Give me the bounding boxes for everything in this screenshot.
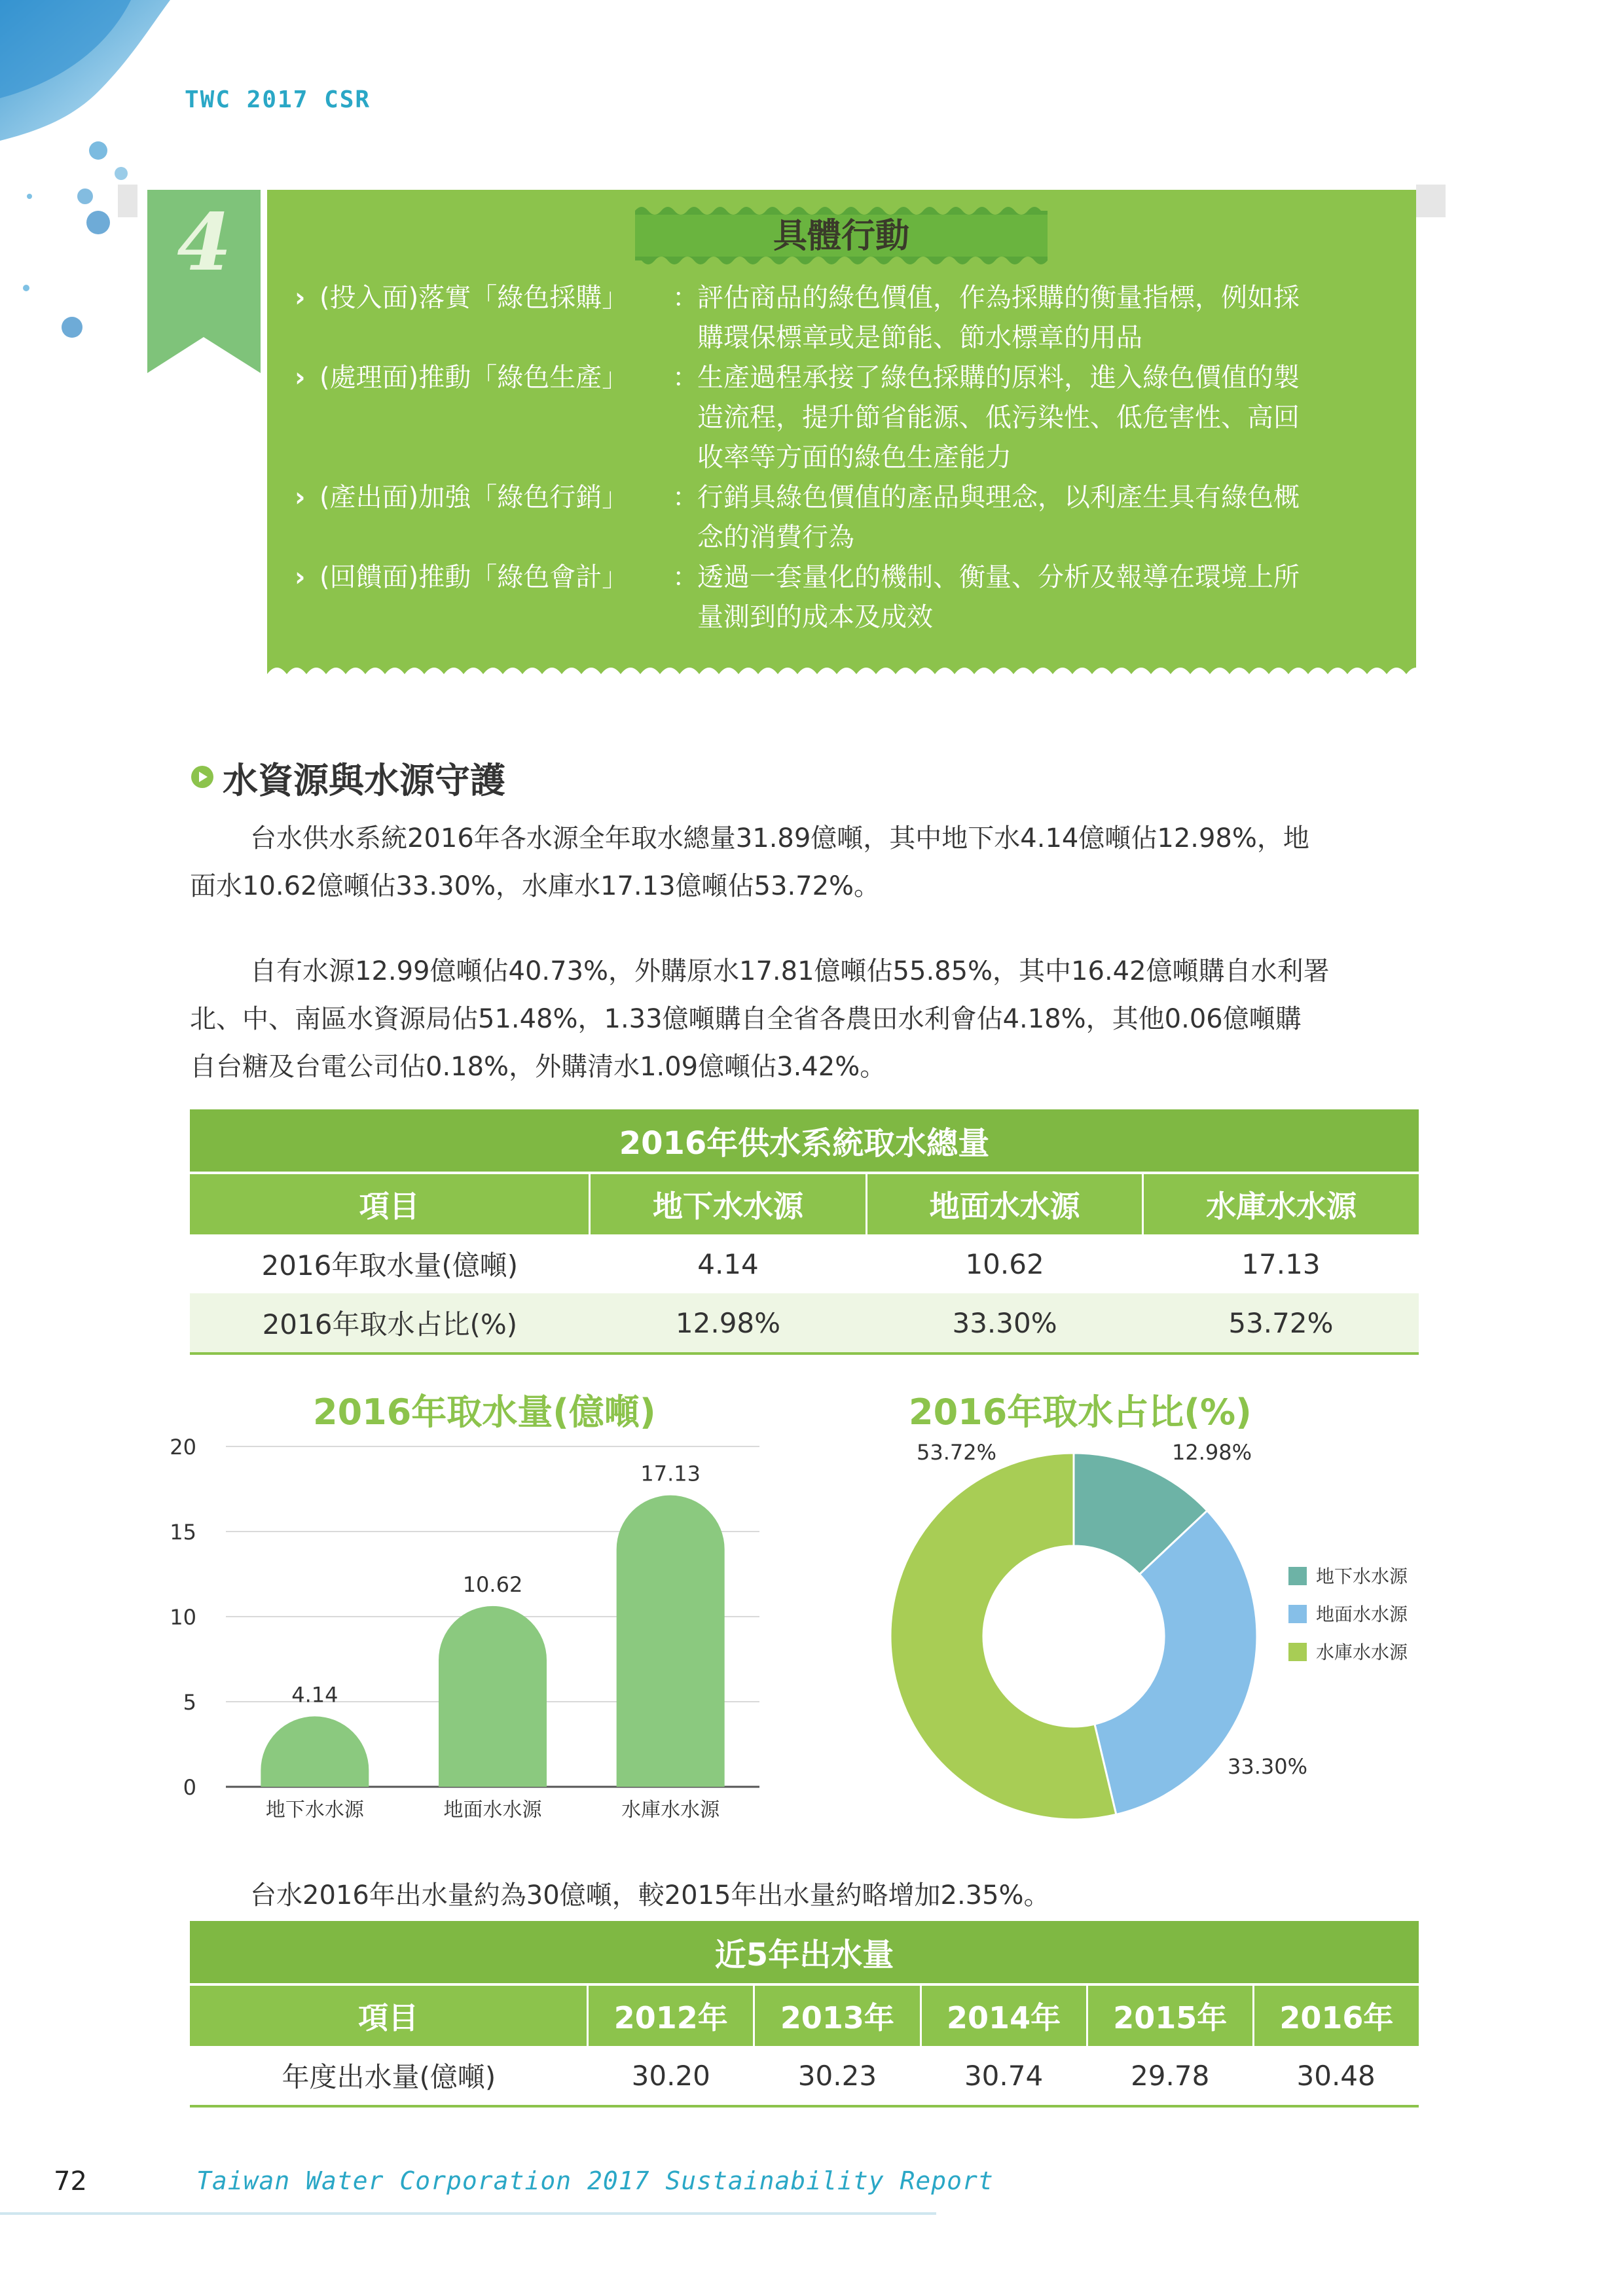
bar — [261, 1716, 369, 1787]
bullet-chevron-icon: › — [295, 283, 306, 313]
para-line: 北、中、南區水資源局佔51.48%，1.33億噸購自全省各農田水利會佔4.18%，其他0.06億噸購 — [190, 1004, 1302, 1034]
table-header: 項目 — [190, 1173, 590, 1234]
table-caption: 2016年供水系統取水總量 — [190, 1109, 1419, 1173]
slice-value-label: 53.72% — [917, 1440, 997, 1465]
table-row — [190, 1234, 1419, 1293]
y-tick-label: 20 — [170, 1435, 196, 1460]
box-hanger-left — [118, 185, 137, 217]
table-row — [190, 2046, 1419, 2106]
table-cell: 53.72% — [1143, 1293, 1419, 1354]
table-header: 項目 — [190, 1984, 588, 2046]
bar-chart-title: 2016年取水量(億噸) — [313, 1391, 656, 1433]
table-cell: 12.98% — [590, 1293, 867, 1354]
x-tick-label: 地下水水源 — [265, 1799, 364, 1821]
box-hanger-right — [1416, 185, 1446, 217]
desc-line: 收率等方面的綠色生產能力 — [697, 442, 1012, 473]
table-row — [190, 1293, 1419, 1354]
legend-swatch — [1288, 1643, 1307, 1661]
action-item-head: (投入面)落實「綠色採購」 — [319, 283, 629, 313]
bar — [617, 1496, 725, 1787]
action-item-desc — [697, 478, 1391, 558]
action-item-head: (處理面)推動「綠色生產」 — [319, 363, 629, 393]
para-line: 面水10.62億噸佔33.30%，水庫水17.13億噸佔53.72%。 — [190, 871, 881, 901]
table-header: 2012年 — [588, 1984, 754, 2046]
table-cell: 10.62 — [965, 1247, 1044, 1280]
legend-swatch — [1288, 1567, 1307, 1585]
report-header-label: TWC 2017 CSR — [185, 86, 371, 113]
desc-line: 念的消費行為 — [697, 522, 854, 552]
x-tick-label: 地面水水源 — [443, 1799, 542, 1821]
bar-value-label: 17.13 — [640, 1461, 701, 1486]
table-cell: 30.20 — [588, 2046, 754, 2106]
desc-line: 購環保標章或是節能、節水標章的用品 — [697, 323, 1142, 353]
intake-table — [190, 1109, 1419, 1355]
table-cell: 29.78 — [1087, 2046, 1253, 2106]
legend-label: 地下水水源 — [1316, 1566, 1408, 1587]
slice-value-label: 33.30% — [1228, 1754, 1308, 1779]
slice-value-label: 12.98% — [1172, 1440, 1252, 1465]
table-header: 2015年 — [1087, 1984, 1253, 2046]
bullet-chevron-icon: › — [295, 562, 306, 592]
table-cell: 17.13 — [1241, 1247, 1321, 1280]
desc-line: 行銷具綠色價值的產品與理念，以利產生具有綠色概 — [697, 482, 1300, 512]
y-tick-label: 15 — [170, 1520, 196, 1545]
section-title: 水資源與水源守護 — [223, 760, 505, 801]
paragraph-intake-total — [190, 815, 1421, 910]
action-item-desc — [697, 558, 1391, 637]
action-item-colon: ： — [672, 482, 699, 512]
desc-line: 造流程，提升節省能源、低污染性、低危害性、高回 — [697, 403, 1300, 433]
intake-donut-chart — [877, 1427, 1434, 1833]
y-tick-label: 0 — [183, 1775, 196, 1800]
table-cell: 2016年取水占比(%) — [190, 1293, 590, 1354]
paragraph-water-sources — [190, 948, 1421, 1091]
table-cell: 30.23 — [754, 2046, 921, 2106]
box-wave-edge — [267, 655, 1416, 694]
pie-chart-title: 2016年取水占比(%) — [909, 1391, 1252, 1433]
footer-divider — [0, 2212, 936, 2215]
table-cell: 33.30% — [866, 1293, 1143, 1354]
para-line: 自有水源12.99億噸佔40.73%，外購原水17.81億噸佔55.85%，其中16.42億噸購自水利署 — [250, 956, 1330, 986]
table-header: 2013年 — [754, 1984, 921, 2046]
table-cell: 30.74 — [921, 2046, 1087, 2106]
action-item-head: (回饋面)推動「綠色會計」 — [319, 562, 629, 592]
footer-report-title: Taiwan Water Corporation 2017 Sustainability Report — [196, 2166, 994, 2195]
table-header: 地下水水源 — [590, 1173, 867, 1234]
section-bullet-icon — [190, 764, 215, 789]
action-item-colon: ： — [672, 363, 699, 393]
y-tick-label: 10 — [170, 1605, 196, 1630]
chapter-number: 4 — [177, 196, 232, 289]
legend-swatch — [1288, 1605, 1307, 1623]
bar-value-label: 10.62 — [462, 1571, 523, 1597]
y-tick-label: 5 — [183, 1690, 196, 1715]
desc-line: 量測到的成本及成效 — [697, 602, 933, 632]
water-splash-decoration — [0, 0, 170, 367]
bullet-chevron-icon: › — [295, 363, 306, 393]
para-line: 自台糖及台電公司佔0.18%，外購清水1.09億噸佔3.42%。 — [190, 1052, 886, 1082]
desc-line: 生產過程承接了綠色採購的原料，進入綠色價值的製 — [697, 363, 1300, 393]
action-item-desc — [697, 358, 1391, 478]
table-cell: 30.48 — [1253, 2046, 1419, 2106]
action-box-title: 具體行動 — [773, 217, 909, 256]
x-tick-label: 水庫水水源 — [621, 1799, 720, 1821]
action-item-head: (產出面)加強「綠色行銷」 — [319, 482, 629, 512]
paragraph-output: 台水2016年出水量約為30億噸，較2015年出水量約略增加2.35%。 — [250, 1880, 1050, 1910]
table-cell: 2016年取水量(億噸) — [261, 1249, 519, 1282]
para-line: 台水供水系統2016年各水源全年取水總量31.89億噸，其中地下水4.14億噸佔12.98%，地 — [250, 823, 1309, 853]
table-caption: 近5年出水量 — [190, 1921, 1419, 1984]
bar — [439, 1606, 547, 1787]
legend-label: 地面水水源 — [1316, 1604, 1408, 1625]
desc-line: 評估商品的綠色價值，作為採購的衡量指標，例如採 — [697, 283, 1300, 313]
table-header: 水庫水水源 — [1143, 1173, 1419, 1234]
action-item-colon: ： — [672, 562, 699, 592]
action-item-colon: ： — [672, 283, 699, 313]
action-item-desc — [697, 278, 1391, 358]
legend-label: 水庫水水源 — [1316, 1641, 1408, 1663]
table-header: 地面水水源 — [866, 1173, 1143, 1234]
output-table — [190, 1921, 1419, 2108]
table-header: 2016年 — [1253, 1984, 1419, 2046]
table-header: 2014年 — [921, 1984, 1087, 2046]
intake-bar-chart — [170, 1427, 779, 1833]
page-number: 72 — [54, 2166, 87, 2197]
table-cell: 年度出水量(億噸) — [190, 2046, 588, 2106]
bar-value-label: 4.14 — [291, 1682, 338, 1708]
desc-line: 透過一套量化的機制、衡量、分析及報導在環境上所 — [697, 562, 1300, 592]
table-cell: 4.14 — [697, 1247, 759, 1280]
bullet-chevron-icon: › — [295, 482, 306, 512]
